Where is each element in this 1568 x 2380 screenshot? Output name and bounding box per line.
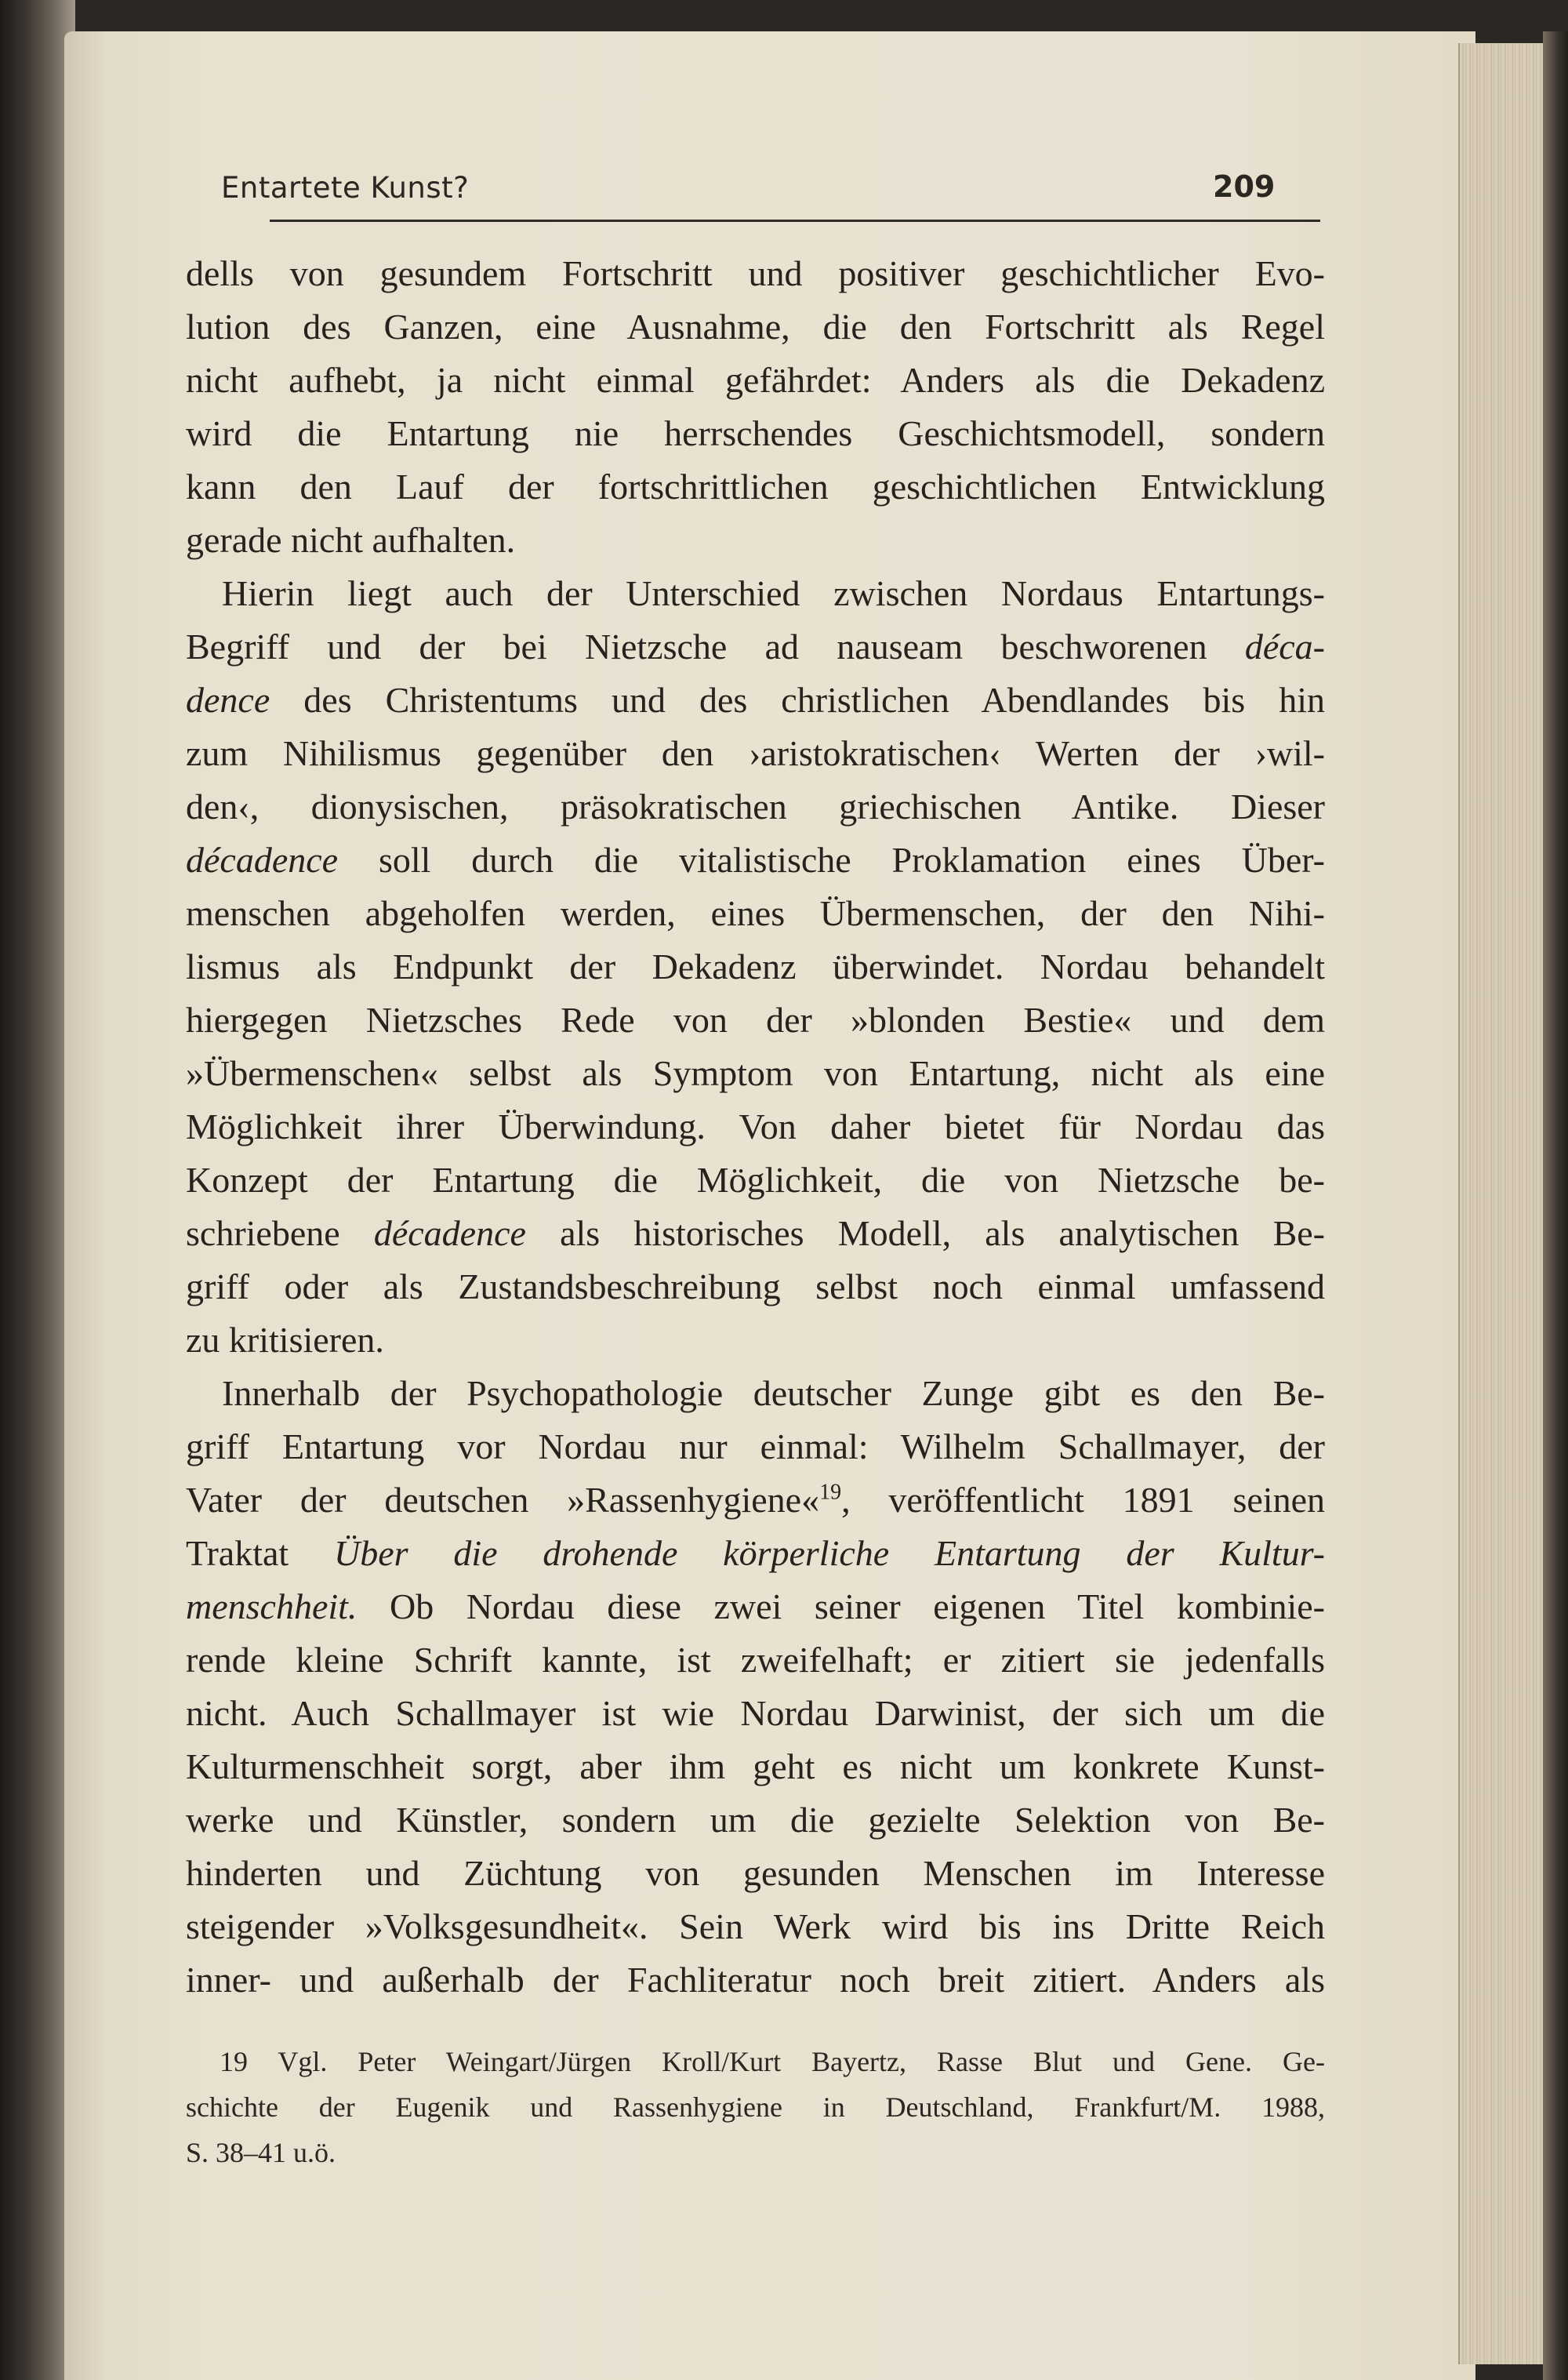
text-line: nicht. Auch Schallmayer ist wie Nordau Darwinist, der sich um die bbox=[186, 1693, 1325, 1733]
page-stack-edge bbox=[1458, 43, 1546, 2364]
footnote-line: S. 38–41 u.ö. bbox=[186, 2137, 336, 2168]
text-segment: Vater der deutschen »Rassenhygiene« bbox=[186, 1480, 820, 1520]
text-line: den‹, dionysischen, präsokratischen griechischen Antike. Dieser bbox=[186, 787, 1325, 827]
text-line: nicht aufhebt, ja nicht einmal gefährdet: Anders als die Dekadenz bbox=[186, 360, 1325, 400]
italic-title: menschheit. bbox=[186, 1586, 358, 1626]
book-edge-shadow bbox=[1543, 31, 1568, 2380]
text-line bbox=[186, 620, 1325, 674]
page-number: 209 bbox=[1213, 169, 1276, 204]
text-segment: des Christentums und des christlichen Abendlandes bis hin bbox=[270, 680, 1325, 720]
text-line bbox=[186, 674, 1325, 727]
text-line: Konzept der Entartung die Möglichkeit, die von Nietzsche be- bbox=[186, 1160, 1325, 1200]
text-line: menschen abgeholfen werden, eines Übermenschen, der den Nihi- bbox=[186, 893, 1325, 933]
italic-term: décadence bbox=[186, 840, 339, 880]
text-segment: Traktat bbox=[186, 1533, 334, 1573]
text-segment: schriebene bbox=[186, 1213, 374, 1253]
text-line: zu kritisieren. bbox=[186, 1320, 384, 1360]
text-line: rende kleine Schrift kannte, ist zweifelhaft; er zitiert sie jedenfalls bbox=[186, 1640, 1325, 1680]
paragraph-2 bbox=[186, 567, 1325, 1367]
italic-term: déca- bbox=[1244, 627, 1325, 667]
text-line: hiergegen Nietzsches Rede von der »blonden Bestie« und dem bbox=[186, 1000, 1325, 1040]
text-line: griff oder als Zustandsbeschreibung selbst noch einmal umfassend bbox=[186, 1266, 1325, 1306]
footnote-line: schichte der Eugenik und Rassenhygiene in Deutschland, Frankfurt/M. 1988, bbox=[186, 2091, 1325, 2123]
text-line: werke und Künstler, sondern um die gezielte Selektion von Be- bbox=[186, 1800, 1325, 1840]
text-line: kann den Lauf der fortschrittlichen geschichtlichen Entwicklung bbox=[186, 467, 1325, 507]
text-line: lution des Ganzen, eine Ausnahme, die den Fortschritt als Regel bbox=[186, 307, 1325, 347]
text-segment: Ob Nordau diese zwei seiner eigenen Titel kombinie- bbox=[357, 1586, 1325, 1626]
paragraph-1 bbox=[186, 247, 1325, 567]
footnote-ref: 19 bbox=[819, 1480, 842, 1505]
text-segment: als historisches Modell, als analytischen Be- bbox=[525, 1213, 1326, 1253]
footnote-line: 19 Vgl. Peter Weingart/Jürgen Kroll/Kurt Bayertz, Rasse Blut und Gene. Ge- bbox=[220, 2046, 1325, 2077]
text-line: Kulturmenschheit sorgt, aber ihm geht es nicht um konkrete Kunst- bbox=[186, 1746, 1325, 1786]
text-segment: soll durch die vitalistische Proklamation eines Über- bbox=[338, 840, 1325, 880]
body-text bbox=[186, 247, 1325, 2007]
text-line: griff Entartung vor Nordau nur einmal: Wilhelm Schallmayer, der bbox=[186, 1426, 1325, 1466]
text-line: lismus als Endpunkt der Dekadenz überwindet. Nordau behandelt bbox=[186, 947, 1325, 987]
text-line bbox=[186, 834, 1325, 887]
text-line bbox=[186, 1207, 1325, 1260]
running-title: Entartete Kunst? bbox=[221, 171, 470, 205]
text-line: Innerhalb der Psychopathologie deutscher Zunge gibt es den Be- bbox=[222, 1373, 1325, 1413]
text-line: »Übermenschen« selbst als Symptom von Entartung, nicht als eine bbox=[186, 1053, 1325, 1093]
page-paper bbox=[64, 31, 1475, 2380]
text-line: wird die Entartung nie herrschendes Geschichtsmodell, sondern bbox=[186, 413, 1325, 453]
italic-title: Über die drohende körperliche Entartung der Kultur- bbox=[334, 1533, 1325, 1573]
text-line: hinderten und Züchtung von gesunden Menschen im Interesse bbox=[186, 1853, 1325, 1893]
italic-term: dence bbox=[186, 680, 270, 720]
text-line bbox=[186, 1580, 1325, 1633]
text-line: Möglichkeit ihrer Überwindung. Von daher bietet für Nordau das bbox=[186, 1106, 1325, 1146]
text-line: gerade nicht aufhalten. bbox=[186, 520, 516, 560]
footnotes bbox=[186, 2039, 1325, 2175]
text-segment: , veröffentlicht 1891 seinen bbox=[841, 1480, 1326, 1520]
italic-term: décadence bbox=[373, 1213, 526, 1253]
text-line: dells von gesundem Fortschritt und positiver geschichtlicher Evo- bbox=[186, 253, 1325, 293]
text-line bbox=[186, 1473, 1325, 1527]
paragraph-3 bbox=[186, 1367, 1325, 2007]
text-line bbox=[186, 1527, 1325, 1580]
text-segment: Begriff und der bei Nietzsche ad nauseam beschworenen bbox=[186, 627, 1245, 667]
text-line: Hierin liegt auch der Unterschied zwischen Nordaus Entartungs- bbox=[222, 573, 1325, 613]
text-line: zum Nihilismus gegenüber den ›aristokratischen‹ Werten der ›wil- bbox=[186, 733, 1325, 773]
text-line: steigender »Volksgesundheit«. Sein Werk wird bis ins Dritte Reich bbox=[186, 1906, 1325, 1946]
text-line: inner- und außerhalb der Fachliteratur noch breit zitiert. Anders als bbox=[186, 1960, 1325, 2000]
